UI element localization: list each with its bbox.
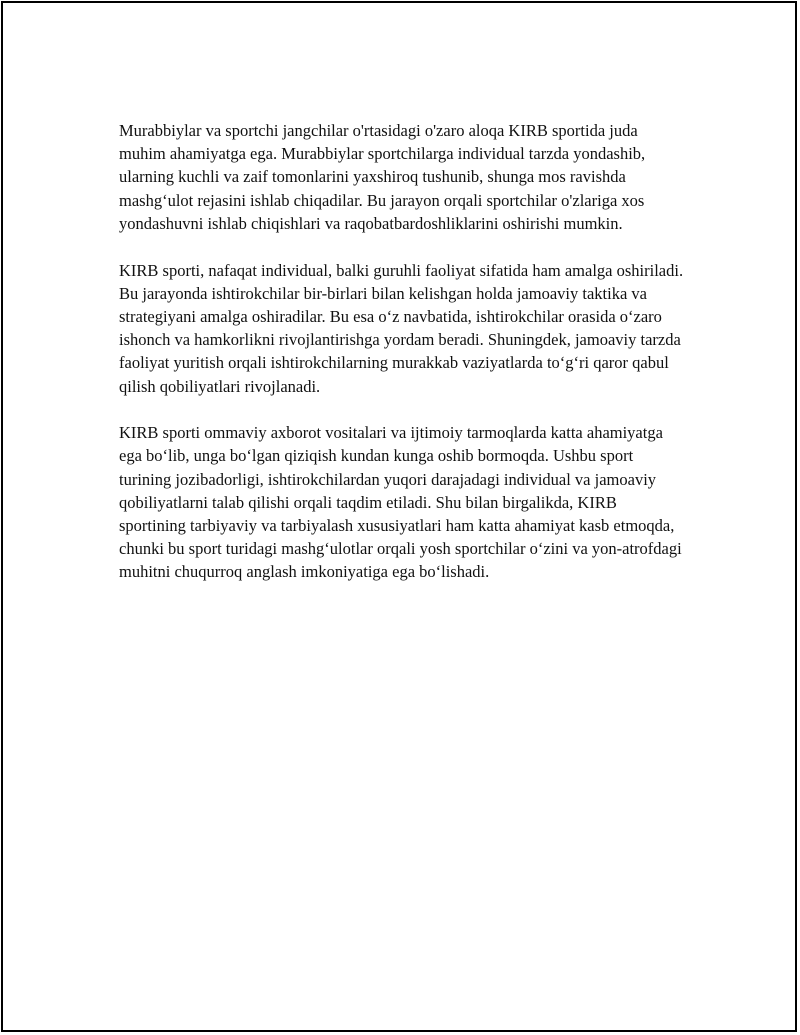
paragraph-1: Murabbiylar va sportchi jangchilar o'rtasidagi o'zaro aloqa KIRB sportida juda muhim ahamiyatga ega. Murabbiylar sportchilarga individual tarzda yondashib, ularning kuchli va zaif tomonlarini yaxshiroq tushunib, shunga mos ravishda mashg‘ulot rejasini ishlab chiqadilar. Bu jarayon orqali sportchilar o'zlariga xos yondashuvni ishlab chiqishlari va raqobatbardoshliklarini oshirishi mumkin. <box>119 121 646 233</box>
paragraph-2: KIRB sporti, nafaqat individual, balki guruhli faoliyat sifatida ham amalga oshiriladi. Bu jarayonda ishtirokchilar bir-birlari bilan kelishgan holda jamoaviy taktika va strategiyani amalga oshiradilar. Bu esa o‘z navbatida, ishtirokchilar orasida o‘zaro ishonch va hamkorlikni rivojlantirishga yordam beradi. Shuningdek, jamoaviy tarzda faoliyat yuritish orqali ishtirokchilarning murakkab vaziyatlarda to‘g‘ri qaror qabul qilish qobiliyatlari rivojlanadi. <box>119 260 684 396</box>
document-body <box>119 119 687 607</box>
document-page <box>1 1 797 1032</box>
paragraph-3: KIRB sporti ommaviy axborot vositalari va ijtimoiy tarmoqlarda katta ahamiyatga ega bo‘lib, unga bo‘lgan qiziqish kundan kunga oshib bormoqda. Ushbu sport turining jozibadorligi, ishtirokchilardan yuqori darajadagi individual va jamoaviy qobiliyatlarni talab qilishi orqali taqdim etiladi. Shu bilan birgalikda, KIRB sportining tarbiyaviy va tarbiyalash xususiyatlari ham katta ahamiyat kasb etmoqda, chunki bu sport turidagi mashg‘ulotlar orqali yosh sportchilar o‘zini va yon-atrofdagi muhitni chuqurroq anglash imkoniyatiga ega bo‘lishadi. <box>119 423 682 582</box>
